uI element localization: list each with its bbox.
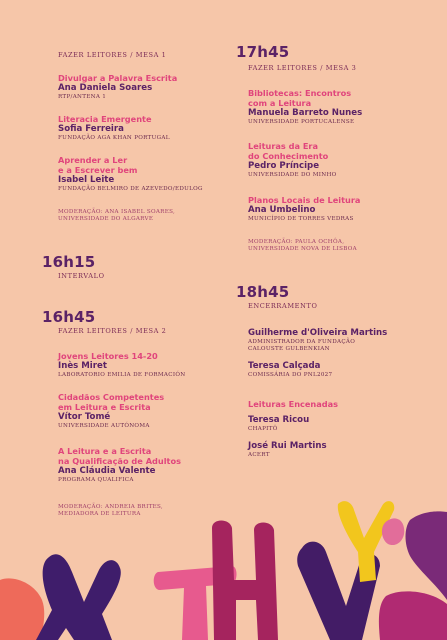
talk-title: Planos Locais de Leitura [248,195,361,205]
break-time: 16h15 [42,253,96,271]
talk-title: Divulgar a Palavra Escrita [58,73,178,83]
session-3-moderation: MODERAÇÃO: PAULA OCHÔA, UNIVERSIDADE NOVA DE LISBOA [248,239,357,252]
readings-item-2 [248,441,428,459]
magenta-blob-right [379,591,447,640]
closing-time: 18h45 [236,283,290,301]
speaker-name: Ana Cláudia Valente [58,466,156,477]
speaker-affiliation: ADMINISTRADOR DA FUNDAÇÃO CALOUSTE GULBENKIAN [248,338,356,352]
speaker-name: Ana Umbelino [248,205,316,216]
speaker-affiliation: MUNICÍPIO DE TORRES VEDRAS [248,215,354,222]
session-1-label: FAZER LEITORES / MESA 1 [58,51,167,59]
session-1-item-1 [58,73,238,101]
session-2-time: 16h45 [42,308,96,326]
purple-arc-right [406,511,447,600]
speaker-affiliation: COMISSÁRIA DO PNL2027 [248,371,333,378]
speaker-affiliation: PROGRAMA QUALIFICA [58,476,134,483]
closing-item-2 [248,361,428,379]
speaker-affiliation: LABORATORIO EMILIA DE FORMACIÓN [58,371,186,378]
session-3-time: 17h45 [236,43,290,61]
talk-title: Literacia Emergente [58,114,152,124]
speaker-affiliation: FUNDAÇÃO AGA KHAN PORTUGAL [58,134,170,141]
session-2-item-1 [58,351,238,379]
talk-title: Bibliotecas: Encontros com a Leitura [248,88,352,109]
pink-blob-small [382,518,404,545]
speaker-name: Ana Daniela Soares [58,83,153,94]
closing-item-1 [248,328,428,353]
session-3-item-2 [248,141,428,179]
session-3-item-1 [248,88,428,126]
speaker-name: Teresa Calçada [248,361,321,371]
speaker-affiliation: UNIVERSIDADE PORTUCALENSE [248,118,355,125]
speaker-name: Teresa Ricou [248,415,310,425]
talk-title: Aprender a Ler e a Escrever bem [58,155,138,176]
talk-title: Jovens Leitores 14-20 [58,351,158,361]
talk-title: Cidadãos Competentes em Leitura e Escrita [58,392,165,413]
session-2-moderation: MODERAÇÃO: ANDREIA BRITES, MEDIADORA DE LEITURA [58,504,163,517]
closing-label: ENCERRAMENTO [248,302,318,310]
readings-title: Leituras Encenadas [248,399,339,409]
session-1-moderation: MODERAÇÃO: ANA ISABEL SOARES, UNIVERSIDADE DO ALGARVE [58,209,176,222]
speaker-affiliation: UNIVERSIDADE AUTÓNOMA [58,422,150,429]
magenta-h-shape [212,521,278,640]
session-1-item-3 [58,155,238,193]
talk-title: Leituras da Era do Conhecimento [248,141,329,162]
readings-item-1 [248,415,428,433]
session-3-item-3 [248,195,428,223]
pink-t-shape [154,566,237,640]
speaker-affiliation: ACERT [248,451,270,458]
session-3-label: FAZER LEITORES / MESA 3 [248,64,357,72]
purple-v-shape [297,542,380,640]
session-2-label: FAZER LEITORES / MESA 2 [58,327,167,335]
speaker-affiliation: FUNDAÇÃO BELMIRO DE AZEVEDO/EDULOG [58,185,203,192]
readings-block [248,399,428,409]
session-1-item-2 [58,114,238,142]
speaker-affiliation: RTP/ANTENA 1 [58,93,107,100]
speaker-name: Sofia Ferreira [58,124,124,135]
speaker-name: Isabel Leite [58,175,115,186]
speaker-name: Manuela Barreto Nunes [248,108,363,119]
navy-x-shape [36,554,121,640]
speaker-name: Inès Miret [58,361,107,372]
talk-title: A Leitura e a Escrita na Qualificação de Adultos [58,446,181,467]
coral-blob-left [0,578,44,640]
speaker-name: Guilherme d'Oliveira Martins [248,328,388,338]
session-2-item-3 [58,446,238,484]
session-2-item-2 [58,392,238,430]
speaker-name: Vítor Tomé [58,412,111,423]
yellow-y-shape [338,501,394,582]
speaker-name: José Rui Martins [248,441,327,451]
break-label: INTERVALO [58,272,105,280]
speaker-name: Pedro Príncipe [248,161,320,172]
speaker-affiliation: UNIVERSIDADE DO MINHO [248,171,337,178]
speaker-affiliation: CHAPITÔ [248,425,278,432]
